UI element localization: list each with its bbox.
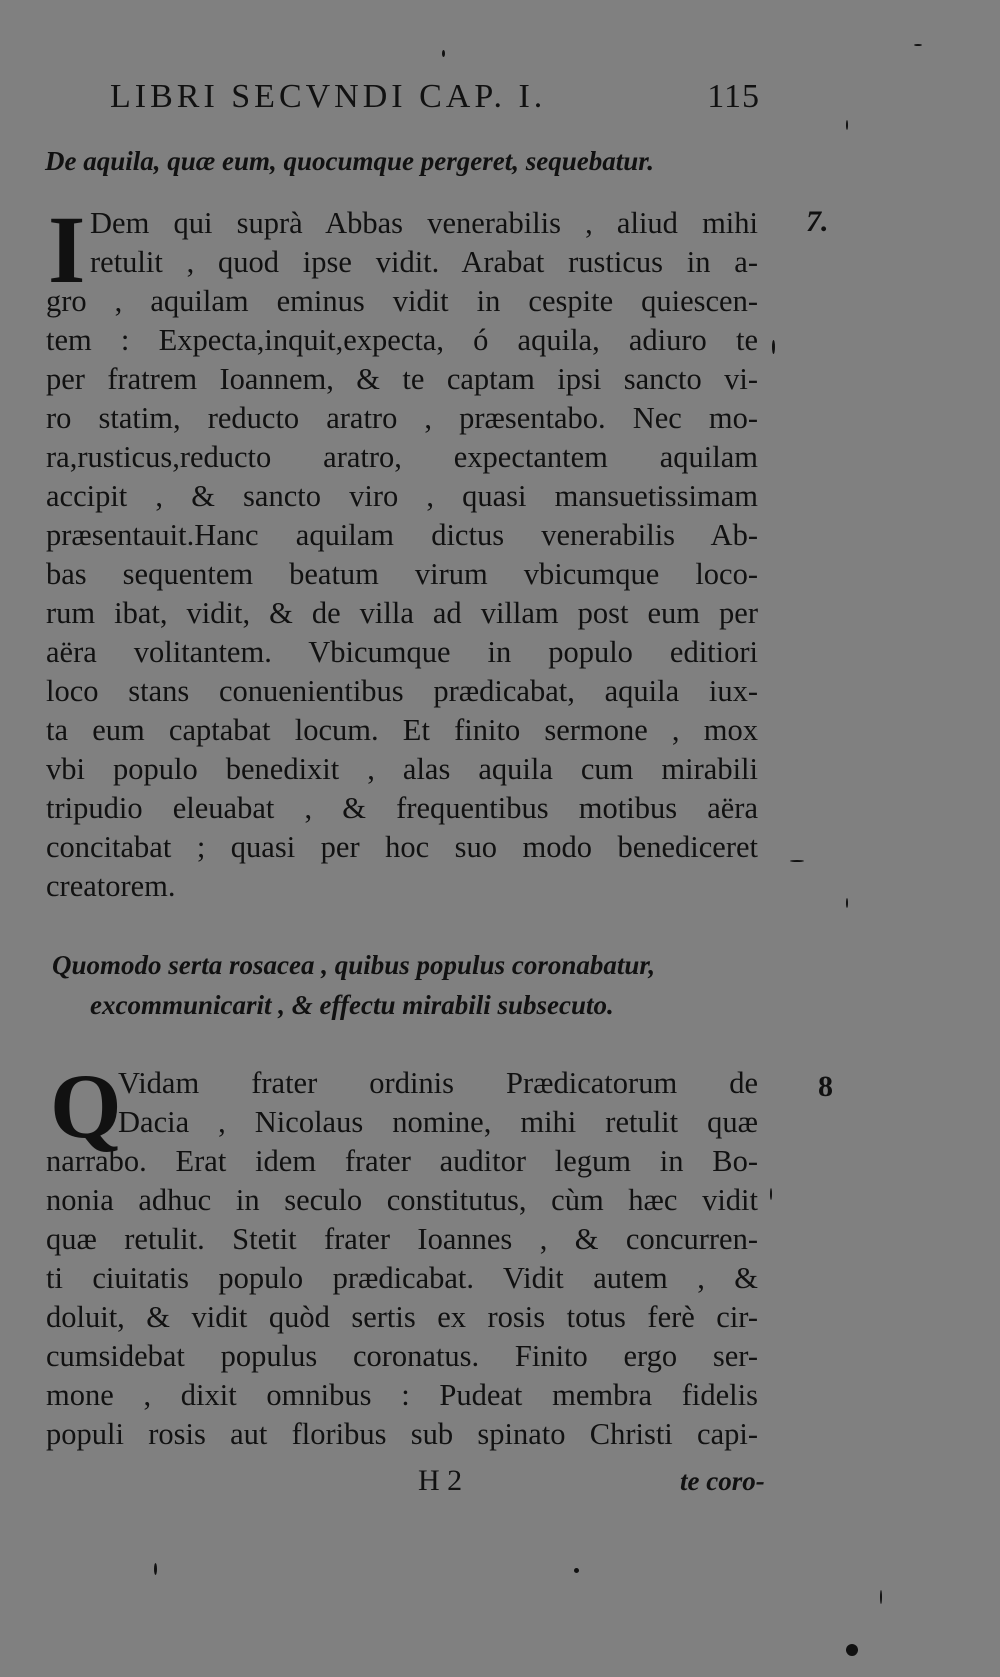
chapter-8-rubric-line-2: excommunicarit , & effectu mirabili subsecuto. (90, 990, 614, 1020)
text-line: Dem qui suprà Abbas venerabilis , aliud mihi (90, 206, 758, 240)
chapter-7-initial: I (48, 196, 86, 303)
scan-speck (770, 1188, 772, 1200)
text-line: ti ciuitatis populo prædicabat. Vidit autem , & (46, 1261, 758, 1295)
text-line: cumsidebat populus coronatus. Finito ergo ser- (46, 1339, 758, 1373)
text-line: Vidam frater ordinis Prædicatorum de (118, 1066, 758, 1100)
text-line: bas sequentem beatum virum vbicumque loco- (46, 557, 758, 591)
text-line: retulit , quod ipse vidit. Arabat rusticus in a- (90, 245, 758, 279)
scan-speck (846, 1644, 858, 1656)
text-line: tripudio eleuabat , & frequentibus motibus aëra (46, 791, 758, 825)
text-line: loco stans conuenientibus prædicabat, aquila iux- (46, 674, 758, 708)
text-line: quæ retulit. Stetit frater Ioannes , & concurren- (46, 1222, 758, 1256)
scan-speck (442, 50, 445, 57)
text-line: aëra volitantem. Vbicumque in populo editiori (46, 635, 758, 669)
catchword: te coro- (680, 1466, 765, 1496)
text-line: doluit, & vidit quòd sertis ex rosis totus ferè cir- (46, 1300, 758, 1334)
text-line: accipit , & sancto viro , quasi mansuetissimam (46, 479, 758, 513)
text-line: rum ibat, vidit, & de villa ad villam post eum per (46, 596, 758, 630)
scan-speck (574, 1568, 579, 1573)
text-line: præsentauit.Hanc aquilam dictus venerabilis Ab- (46, 518, 758, 552)
text-line: creatorem. (46, 869, 176, 903)
text-line: gro , aquilam eminus vidit in cespite quiescen- (46, 284, 758, 318)
text-line: vbi populo benedixit , alas aquila cum mirabili (46, 752, 758, 786)
scan-speck (154, 1563, 157, 1575)
scan-speck (790, 860, 804, 862)
text-line: ra,rusticus,reducto aratro, expectantem aquilam (46, 440, 758, 474)
running-title: LIBRI SECVNDI CAP. I. (110, 78, 547, 115)
scan-speck (914, 44, 922, 46)
scan-speck (772, 340, 775, 354)
scan-speck (880, 1590, 882, 1604)
chapter-7-rubric: De aquila, quæ eum, quocumque pergeret, sequebatur. (45, 146, 655, 176)
text-line: narrabo. Erat idem frater auditor legum in Bo- (46, 1144, 758, 1178)
chapter-8-initial: Q (50, 1055, 122, 1157)
text-line: mone , dixit omnibus : Pudeat membra fidelis (46, 1378, 758, 1412)
signature-mark: H 2 (418, 1464, 463, 1497)
page-number: 115 (707, 78, 760, 115)
text-line: ro statim, reducto aratro , præsentabo. Nec mo- (46, 401, 758, 435)
chapter-8-rubric-line-1: Quomodo serta rosacea , quibus populus coronabatur, (52, 950, 656, 980)
scan-speck (846, 898, 848, 908)
text-line: per fratrem Ioannem, & te captam ipsi sancto vi- (46, 362, 758, 396)
text-line: Dacia , Nicolaus nomine, mihi retulit quæ (118, 1105, 758, 1139)
chapter-8-margin-number: 8 (818, 1070, 833, 1103)
scan-speck (846, 120, 848, 130)
text-line: ta eum captabat locum. Et finito sermone , mox (46, 713, 758, 747)
chapter-8-text (46, 1064, 758, 1454)
chapter-7-margin-number: 7. (806, 205, 829, 238)
text-line: tem : Expecta,inquit,expecta, ó aquila, adiuro te (46, 323, 758, 357)
text-line: concitabat ; quasi per hoc suo modo benediceret (46, 830, 758, 864)
chapter-7-text (46, 196, 758, 906)
text-line: nonia adhuc in seculo constitutus, cùm hæc vidit (46, 1183, 758, 1217)
running-header (110, 78, 760, 122)
text-line: populi rosis aut floribus sub spinato Christi capi- (46, 1417, 758, 1451)
